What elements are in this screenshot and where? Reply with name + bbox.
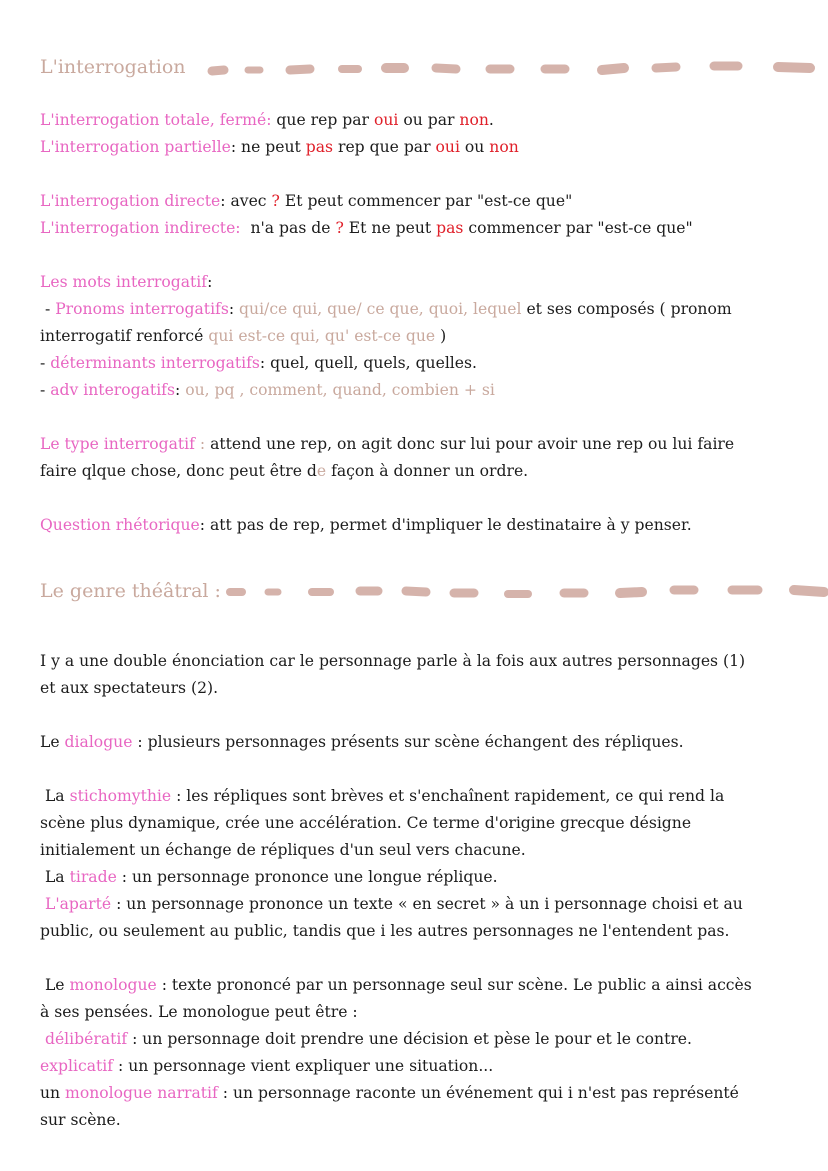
interrogation-indirecte-line: L'interrogation indirecte: n'a pas de ? Et ne peut pas commencer par "est-ce que"	[40, 219, 693, 237]
word-pas: pas	[436, 219, 464, 237]
deliberatif-line: délibératif : un personnage doit prendre une décision et pèse le pour et le contre.	[44, 1030, 692, 1048]
term-adv-interrogatifs: adv interogatifs	[50, 381, 175, 399]
explicatif-line: explicatif : un personnage vient expliquer une situation...	[40, 1057, 494, 1075]
word-pas: pas	[305, 138, 334, 156]
aparte-line-2: public, ou seulement au public, tandis que i les autres personnages ne l'entendent pas.	[40, 922, 730, 940]
question-mark: ?	[271, 192, 280, 210]
interrogation-directe-line: L'interrogation directe: avec ? Et peut commencer par "est-ce que"	[40, 192, 573, 210]
term-interrogation-partielle: L'interrogation partielle	[40, 138, 231, 156]
pronoms-line-2: interrogatif renforcé qui est-ce qui, qu' est-ce que )	[40, 327, 447, 345]
tirade-line: La tirade : un personnage prononce une longue réplique.	[40, 868, 498, 886]
double-enonciation-line: I y a une double énonciation car le personnage parle à la fois aux autres personnages (1)	[40, 652, 746, 670]
term-monologue: monologue	[69, 976, 157, 994]
narratif-line: un monologue narratif : un personnage raconte un événement qui i n'est pas représenté	[40, 1084, 739, 1102]
interrogation-partielle-line: L'interrogation partielle: ne peut pas rep que par oui ou non	[40, 138, 519, 156]
interrogation-totale-line: L'interrogation totale, fermé: que rep par oui ou par non.	[40, 111, 494, 129]
type-interrogatif-line-2: faire qlque chose, donc peut être de façon à donner un ordre.	[40, 462, 529, 480]
determinants-line: - déterminants interrogatifs: quel, quell, quels, quelles.	[40, 354, 477, 372]
section-title-interrogation: L'interrogation	[40, 56, 186, 78]
term-deliberatif: délibératif	[44, 1030, 128, 1048]
term-aparte: L'aparté	[44, 895, 112, 913]
type-interrogatif-line: Le type interrogatif : attend une rep, on agit donc sur lui pour avoir une rep ou lui faire	[40, 435, 735, 453]
stichomythie-line: La stichomythie : les répliques sont brèves et s'enchaînent rapidement, ce qui rend la	[40, 787, 725, 805]
term-dialogue: dialogue	[64, 733, 133, 751]
monologue-line-2: à ses pensées. Le monologue peut être :	[40, 1003, 358, 1021]
stichomythie-line-2: scène plus dynamique, crée une accélération. Ce terme d'origine grecque désigne	[40, 814, 692, 832]
adverbes-list: ou, pq , comment, quand, combien + si	[185, 381, 495, 399]
aparte-line: L'aparté : un personnage prononce un texte « en secret » à un i personnage choisi et au	[44, 895, 743, 913]
term-type-interrogatif: Le type interrogatif	[40, 435, 195, 453]
term-monologue-narratif: monologue narratif	[65, 1084, 218, 1102]
word-non: non	[459, 111, 489, 129]
word-oui: oui	[435, 138, 460, 156]
word-non: non	[489, 138, 519, 156]
word-oui: oui	[373, 111, 399, 129]
term-interrogation-directe: L'interrogation directe	[40, 192, 221, 210]
adverbes-line: - adv interogatifs: ou, pq , comment, quand, combien + si	[40, 381, 495, 399]
term-mots-interrogatifs: Les mots interrogatif	[40, 273, 208, 291]
decorative-dash-divider	[220, 581, 828, 603]
section-title-genre-theatral: Le genre théâtral :	[40, 580, 221, 602]
pronoms-list: qui/ce qui, que/ ce que, quoi, lequel	[239, 300, 522, 318]
term-question-rhetorique: Question rhétorique	[40, 516, 200, 534]
narratif-line-2: sur scène.	[40, 1111, 121, 1129]
mots-interrogatifs-heading: Les mots interrogatif:	[40, 273, 213, 291]
question-rhetorique-line: Question rhétorique: att pas de rep, permet d'impliquer le destinataire à y penser.	[40, 516, 692, 534]
decorative-dash-divider	[200, 58, 828, 80]
term-interrogation-totale: L'interrogation totale, fermé:	[40, 111, 272, 129]
double-enonciation-line-2: et aux spectateurs (2).	[40, 679, 219, 697]
term-pronoms-interrogatifs: Pronoms interrogatifs	[55, 300, 229, 318]
dialogue-line: Le dialogue : plusieurs personnages présents sur scène échangent des répliques.	[40, 733, 684, 751]
monologue-line: Le monologue : texte prononcé par un personnage seul sur scène. Le public a ainsi accès	[40, 976, 752, 994]
term-stichomythie: stichomythie	[69, 787, 172, 805]
question-mark: ?	[335, 219, 344, 237]
term-explicatif: explicatif	[40, 1057, 114, 1075]
term-determinants-interrogatifs: déterminants interrogatifs	[50, 354, 260, 372]
stichomythie-line-3: initialement un échange de répliques d'un seul vers chacune.	[40, 841, 526, 859]
term-tirade: tirade	[69, 868, 117, 886]
pronoms-renforces-list: qui est-ce qui, qu' est-ce que	[208, 327, 436, 345]
pronoms-line: - Pronoms interrogatifs: qui/ce qui, que/ ce que, quoi, lequel et ses composés ( pronom	[40, 300, 732, 318]
term-interrogation-indirecte: L'interrogation indirecte:	[40, 219, 241, 237]
